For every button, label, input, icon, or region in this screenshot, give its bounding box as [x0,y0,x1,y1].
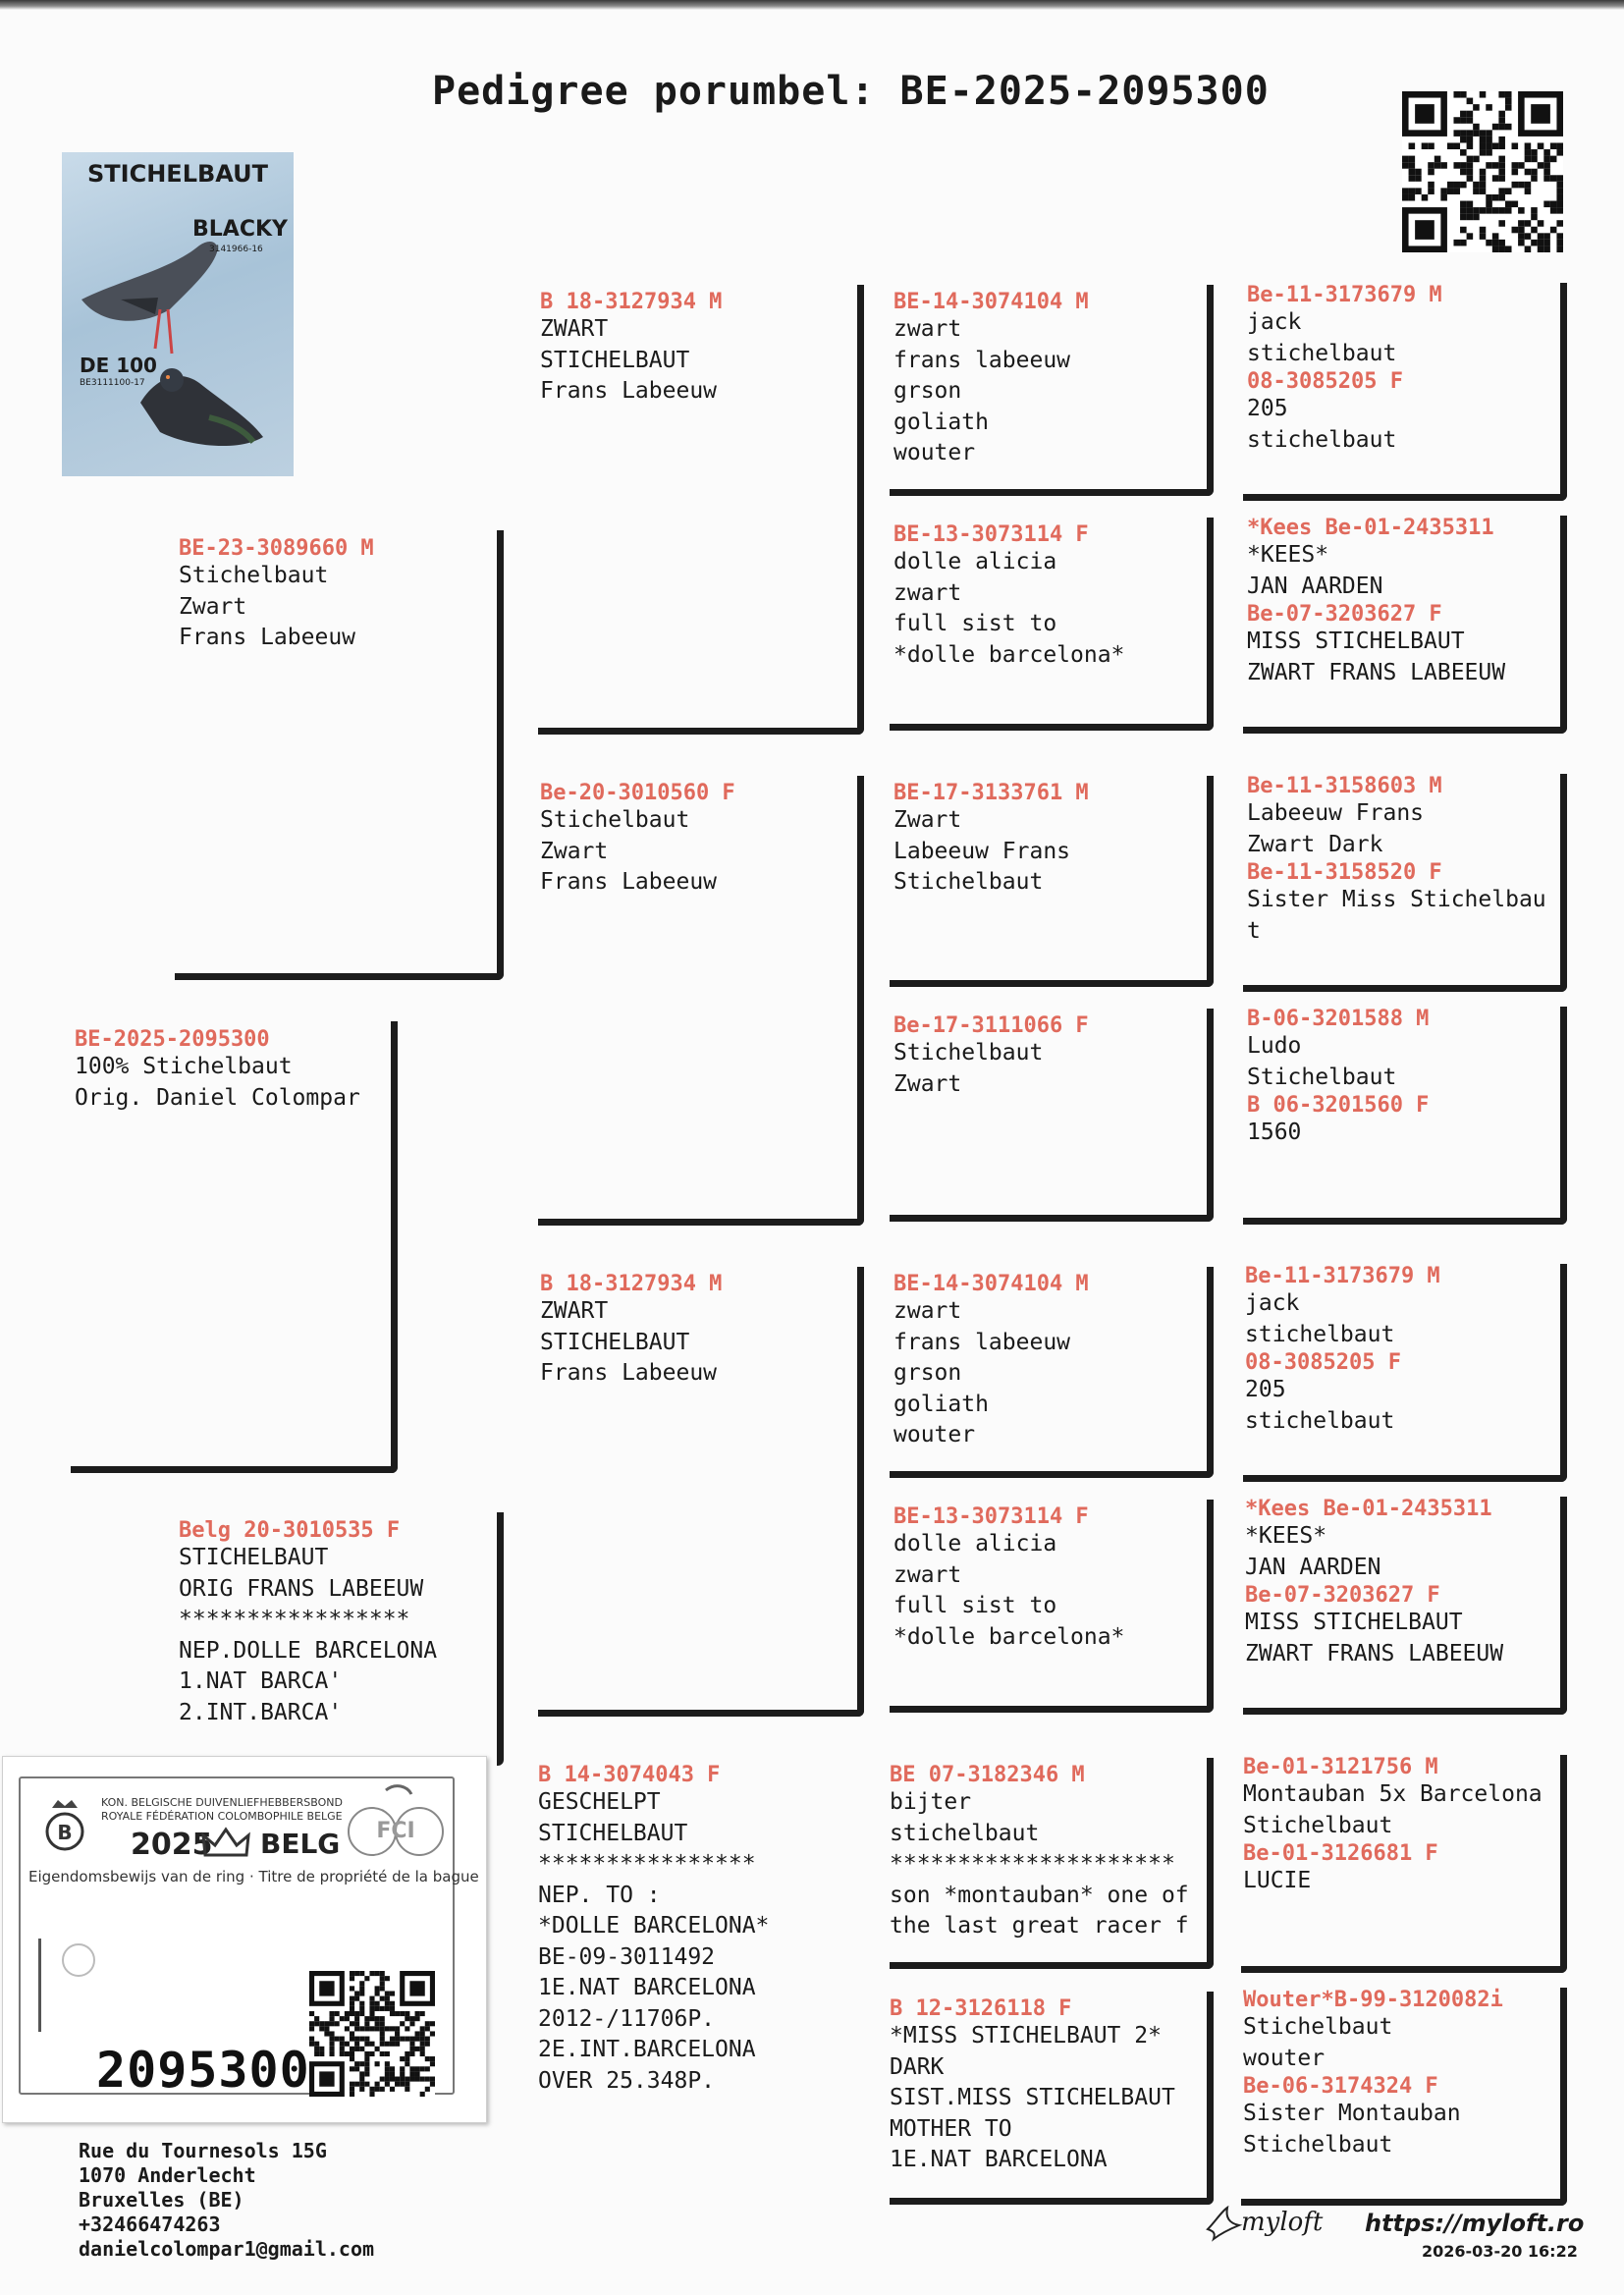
footer-timestamp: 2026-03-20 16:22 [1422,2242,1578,2261]
gen3-line: 2012-/11706P. [538,2005,716,2032]
gen5-line: *KEES* [1247,542,1329,568]
mother-line: 2.INT.BARCA' [179,1699,343,1725]
mother-line: ***************** [179,1607,410,1632]
gen5-box-1 [1243,283,1567,501]
qr-code-card [309,1971,435,2097]
pigeon-box [71,1021,398,1473]
gen5-line: JAN AARDEN [1247,573,1383,599]
gen3-line: 2E.INT.BARCELONA [538,2037,756,2062]
gen4-ring: BE-13-3073114 F [893,522,1089,547]
gen3-line: Zwart [540,838,609,864]
card-mark [38,1939,41,2032]
gen5-line: jack [1245,1290,1300,1316]
card-country: BELG [260,1828,341,1860]
gen4-line: Labeeuw Frans [893,838,1071,864]
gen3-line: Frans Labeeuw [540,378,718,404]
gen5-ring: Be-11-3173679 M [1247,283,1442,307]
gen4-ring: B 12-3126118 F [890,1996,1072,2021]
gen4-ring: BE-14-3074104 M [893,1272,1089,1296]
card-property-text: Eigendomsbewijs van de ring · Titre de propriété de la bague [28,1868,479,1885]
gen4-ring: Be-17-3111066 F [893,1013,1089,1038]
gen5-ring: 08-3085205 F [1245,1350,1401,1375]
myloft-bird-icon [1204,2204,1243,2243]
gen5-ring: Be-07-3203627 F [1245,1583,1440,1608]
father-line: Frans Labeeuw [179,625,356,650]
gen5-ring: B-06-3201588 M [1247,1007,1430,1031]
gen3-line: STICHELBAUT [538,1820,688,1846]
mother-line: NEP.DOLLE BARCELONA [179,1637,438,1664]
gen4-ring: BE-17-3133761 M [893,781,1089,805]
address-line: Bruxelles (BE) [79,2188,244,2212]
gen5-line: Sister Miss Stichelbau [1247,887,1546,912]
gen5-line: ZWART FRANS LABEEUW [1245,1640,1504,1667]
gen4-line: grson [893,1360,962,1386]
gen4-line: MOTHER TO [890,2115,1012,2142]
pigeon-ring: BE-2025-2095300 [75,1027,270,1052]
gen4-box-1 [890,285,1214,496]
gen5-line: jack [1247,309,1302,335]
gen4-line: son *montauban* one of [890,1882,1189,1908]
mother-line: 1.NAT BARCA' [179,1668,343,1694]
gen5-line: MISS STICHELBAUT [1245,1610,1463,1635]
gen4-line: *dolle barcelona* [893,641,1125,668]
address-line: Rue du Tournesols 15G [79,2139,327,2162]
address-line: danielcolompar1@gmail.com [79,2237,375,2261]
owner-address [79,2139,374,2262]
gen3-line: *DOLLE BARCELONA* [538,1913,770,1939]
gen5-line: ZWART FRANS LABEEUW [1247,659,1506,685]
gen5-ring: Be-01-3121756 M [1243,1755,1438,1779]
gen5-line: Stichelbaut [1247,1064,1397,1090]
svg-text:FCI: FCI [376,1819,415,1843]
gen3-ring: Be-20-3010560 F [540,781,735,805]
gen3-line: STICHELBAUT [540,1329,690,1355]
gen4-box-4 [890,1009,1214,1222]
gen5-ring: *Kees Be-01-2435311 [1245,1497,1492,1521]
gen4-ring: BE-13-3073114 F [893,1504,1089,1529]
gen5-box-6 [1243,1497,1567,1715]
gen5-line: 1560 [1247,1120,1302,1145]
gen3-box-2 [538,776,864,1226]
gen4-line: wouter [893,1422,976,1448]
gen4-line: the last great racer f [890,1913,1189,1939]
gen3-line: STICHELBAUT [540,347,690,373]
card-org-line-2: ROYALE FÉDÉRATION COLOMBOPHILE BELGE [101,1810,343,1823]
gen3-line: ZWART [540,316,609,342]
gen4-line: stichelbaut [890,1820,1040,1846]
gen3-ring: B 18-3127934 M [540,1272,723,1296]
photo-pigeon-ring: 3141966-16 [209,245,263,254]
gen5-ring: Wouter*B-99-3120082i [1243,1988,1503,2012]
gen3-line: 1E.NAT BARCELONA [538,1975,756,2000]
photo-second-ring: BE3111100-17 [80,378,145,388]
mother-ring: Belg 20-3010535 F [179,1518,401,1543]
gen3-line: NEP. TO : [538,1882,661,1908]
father-box [175,530,504,980]
gen4-line: dolle alicia [893,549,1057,574]
gen3-line: Stichelbaut [540,807,690,833]
gen4-line: goliath [893,1391,989,1417]
gen5-line: *KEES* [1245,1523,1327,1549]
svg-text:B: B [57,1821,73,1844]
card-org-line-1: KON. BELGISCHE DUIVENLIEFHEBBERSBOND [101,1796,343,1809]
gen5-box-2 [1243,516,1567,734]
gen4-line: ********************* [890,1851,1175,1877]
gen5-ring: Be-01-3126681 F [1243,1841,1438,1866]
gen5-ring: Be-06-3174324 F [1243,2074,1438,2099]
gen4-line: Stichelbaut [893,869,1044,895]
gen4-line: zwart [893,1298,962,1324]
gen4-ring: BE-14-3074104 M [893,290,1089,314]
gen5-line: Labeeuw Frans [1247,800,1425,826]
father-line: Zwart [179,593,247,620]
gen5-ring: Be-07-3203627 F [1247,602,1442,627]
mother-line: STICHELBAUT [179,1545,329,1570]
qr-code-top [1402,91,1563,252]
address-line: +32466474263 [79,2213,221,2236]
gen5-box-3 [1243,774,1567,992]
myloft-logo: myloft [1241,2208,1324,2237]
pigeon-line: 100% Stichelbaut [75,1054,293,1079]
gen5-box-5 [1243,1264,1567,1482]
gen5-line: stichelbaut [1245,1407,1395,1434]
gen3-line: **************** [538,1851,756,1877]
gen5-ring: 08-3085205 F [1247,369,1403,394]
gen5-ring: *Kees Be-01-2435311 [1247,516,1494,540]
mother-line: ORIG FRANS LABEEUW [179,1575,424,1602]
card-year: 2025 [131,1828,213,1862]
gen4-line: *dolle barcelona* [893,1623,1125,1650]
gen3-line: Frans Labeeuw [540,1360,718,1386]
gen4-line: dolle alicia [893,1531,1057,1557]
photo-brand: STICHELBAUT [87,160,268,188]
card-hole [62,1943,95,1977]
gen4-line: goliath [893,409,989,435]
gen5-box-7 [1241,1755,1567,1973]
gen5-line: Stichelbaut [1243,1812,1393,1838]
pigeon-photo [62,152,294,476]
pigeon-line: Orig. Daniel Colompar [75,1084,360,1111]
gen3-line: GESCHELPT [538,1789,661,1815]
scan-edge [0,0,1624,10]
gen4-line: zwart [893,316,962,342]
gen4-box-3 [890,776,1214,987]
gen5-line: t [1247,917,1261,944]
fci-globe-logo-icon [347,1780,445,1865]
gen4-box-7 [890,1758,1214,1969]
gen5-ring: Be-11-3158603 M [1247,774,1442,798]
gen4-box-8 [890,1992,1214,2205]
card-ring-number: 2095300 [96,2042,310,2099]
gen5-ring: B 06-3201560 F [1247,1093,1430,1118]
gen5-line: 205 [1247,396,1288,421]
belgium-crest-icon [40,1796,89,1855]
gen5-line: stichelbaut [1247,340,1397,366]
gen4-line: *MISS STICHELBAUT 2* [890,2023,1162,2049]
father-ring: BE-23-3089660 M [179,536,374,561]
gen3-line: Frans Labeeuw [540,869,718,895]
gen5-line: Sister Montauban [1243,2101,1461,2126]
gen4-ring: BE 07-3182346 M [890,1763,1085,1787]
mother-box [175,1512,504,1766]
gen3-box-3 [538,1267,864,1717]
gen5-box-4 [1243,1007,1567,1225]
gen5-line: Ludo [1247,1033,1302,1059]
gen4-box-2 [890,518,1214,731]
footer-url[interactable]: https://myloft.ro [1365,2210,1585,2237]
address-line: 1070 Anderlecht [79,2163,256,2187]
gen4-line: frans labeeuw [893,347,1071,373]
gen4-line: bijter [890,1789,972,1815]
gen5-line: Stichelbaut [1243,2014,1393,2040]
ring-certificate-card [2,1756,487,2123]
father-line: Stichelbaut [179,563,329,588]
gen3-box-4 [538,1758,864,2210]
gen5-ring: Be-11-3173679 M [1245,1264,1440,1288]
gen4-line: zwart [893,1561,962,1588]
gen3-line: BE-09-3011492 [538,1943,716,1970]
gen4-line: grson [893,378,962,404]
gen4-line: DARK [890,2053,945,2080]
page-title: Pedigree porumbel: BE-2025-2095300 [432,69,1270,114]
gen5-line: wouter [1243,2045,1326,2071]
gen5-ring: Be-11-3158520 F [1247,860,1442,885]
gen5-line: JAN AARDEN [1245,1554,1381,1580]
gen3-line: ZWART [540,1298,609,1324]
photo-second-name: DE 100 [80,354,157,377]
gen5-line: Zwart Dark [1247,831,1383,857]
gen5-box-8 [1241,1988,1567,2206]
gen4-line: SIST.MISS STICHELBAUT [890,2085,1175,2110]
gen3-ring: B 14-3074043 F [538,1763,721,1787]
gen4-line: full sist to [893,1593,1057,1618]
gen5-line: Stichelbaut [1243,2131,1393,2158]
gen4-line: Zwart [893,807,962,833]
gen4-box-5 [890,1267,1214,1478]
gen3-line: OVER 25.348P. [538,2067,716,2094]
gen3-ring: B 18-3127934 M [540,290,723,314]
gen4-line: 1E.NAT BARCELONA [890,2147,1108,2172]
crown-icon [199,1826,252,1861]
gen4-line: Zwart [893,1070,962,1097]
gen5-line: Montauban 5x Barcelona [1243,1781,1543,1807]
gen4-line: wouter [893,440,976,465]
gen5-line: stichelbaut [1245,1321,1395,1347]
gen5-line: 205 [1245,1377,1286,1402]
gen4-line: frans labeeuw [893,1329,1071,1355]
gen5-line: LUCIE [1243,1868,1312,1893]
gen5-line: stichelbaut [1247,426,1397,453]
gen3-box-1 [538,285,864,735]
gen4-box-6 [890,1500,1214,1713]
photo-pigeon-name: BLACKY [192,217,288,242]
gen4-line: Stichelbaut [893,1040,1044,1066]
gen5-line: MISS STICHELBAUT [1247,628,1465,654]
gen4-line: full sist to [893,611,1057,636]
gen4-line: zwart [893,579,962,606]
